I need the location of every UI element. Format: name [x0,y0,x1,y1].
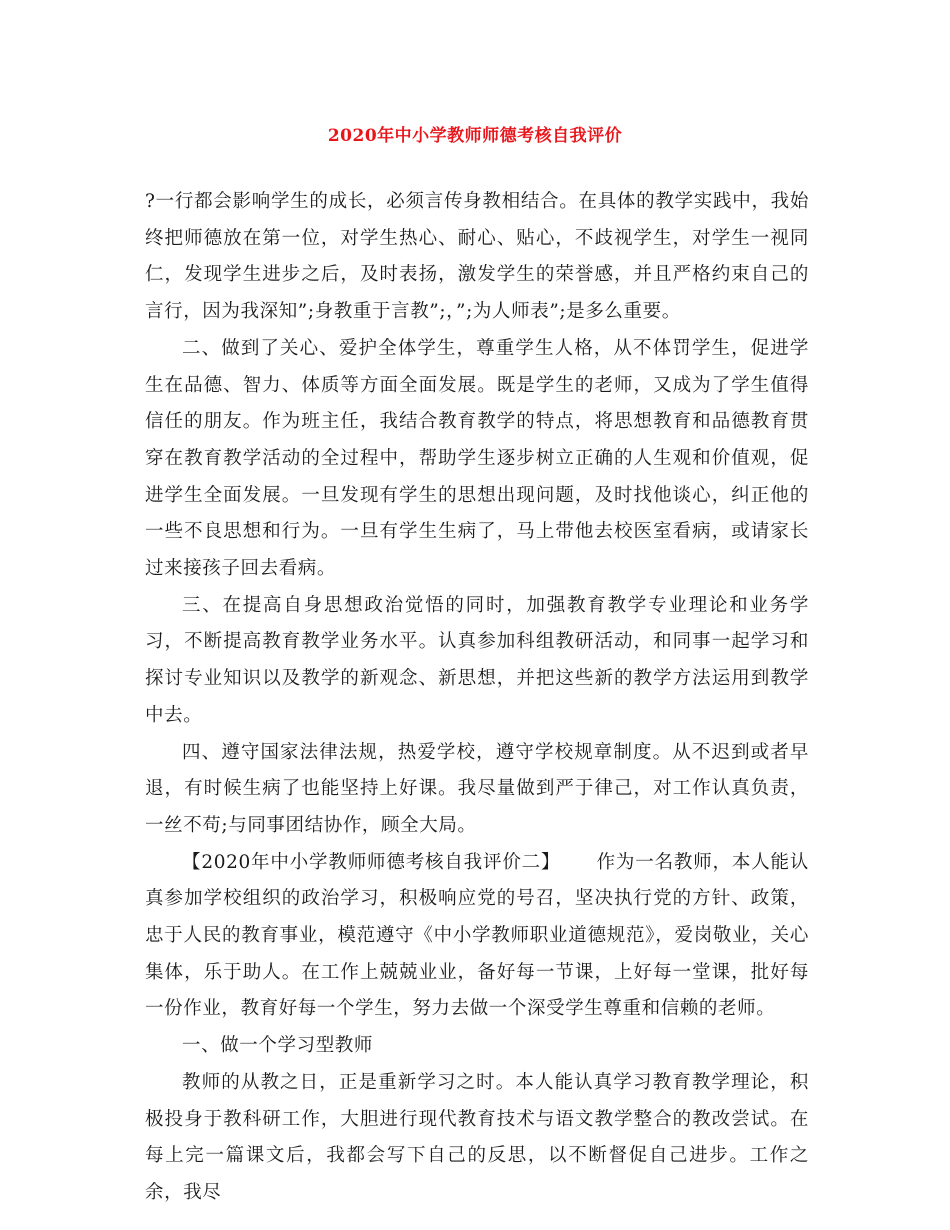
document-title: 2020年中小学教师师德考核自我评价 [327,126,623,146]
paragraph-last: 教师的从教之日，正是重新学习之时。本人能认真学习教育教学理论，积极投身于教科研工作，大胆进行现代教育技术与语文教学整合的教改尝试。在每上完一篇课文后，我都会写下自己的反思，以不断督促自己进步。工作之余，我尽 [145,1071,809,1203]
section-2-text: 作为一名教师，本人能认真参加学校组织的政治学习，积极响应党的号召，坚决执行党的方针、政策，忠于人民的教育事业，模范遵守《中小学教师职业道德规范》，爱岗敬业，关心集体，乐于助人。在工作上兢兢业业，备好每一节课，上好每一堂课，批好每一份作业，教育好每一个学生，努力去做一个深受学生尊重和信赖的老师。 [145,851,809,1020]
subheading-learning-teacher: 一、做一个学习型教师 [182,1035,374,1057]
document-body [145,184,809,1212]
section-2-paragraph [145,845,809,1029]
paragraph-4: 四、遵守国家法律法规，热爱学校，遵守学校规章制度。从不迟到或者早退，有时候生病了也能坚持上好课。我尽量做到严于律己，对工作认真负责，一丝不苟;与同事团结协作，顾全大局。 [145,741,809,836]
paragraph-1: ?一行都会影响学生的成长，必须言传身教相结合。在具体的教学实践中，我始终把师德放在第一位，对学生热心、耐心、贴心，不歧视学生，对学生一视同仁，发现学生进步之后，及时表扬，激发学生的荣誉感，并且严格约束自己的言行，因为我深知”;身教重于言教”;，”;为人师表”;是多么重要。 [145,191,809,323]
paragraph-2: 二、做到了关心、爱护全体学生，尊重学生人格，从不体罚学生，促进学生在品德、智力、体质等方面全面发展。既是学生的老师，又成为了学生值得信任的朋友。作为班主任，我结合教育教学的特点，将思想教育和品德教育贯穿在教育教学活动的全过程中，帮助学生逐步树立正确的人生观和价值观，促进学生全面发展。一旦发现有学生的思想出现问题，及时找他谈心，纠正他的一些不良思想和行为。一旦有学生生病了，马上带他去校医室看病，或请家长过来接孩子回去看病。 [145,337,809,580]
paragraph-3: 三、在提高自身思想政治觉悟的同时，加强教育教学专业理论和业务学习，不断提高教育教学业务水平。认真参加科组教研活动，和同事一起学习和探讨专业知识以及教学的新观念、新思想，并把这些新的教学方法运用到教学中去。 [145,594,809,726]
section-2-heading: 【2020年中小学教师师德考核自我评价二】 [182,851,561,873]
